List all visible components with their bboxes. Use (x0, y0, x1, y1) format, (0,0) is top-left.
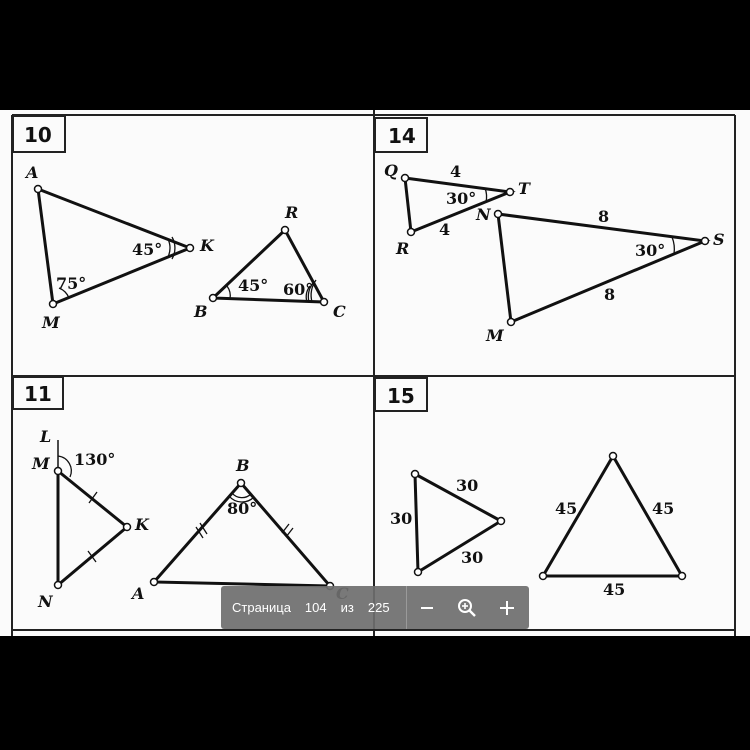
side-qt: 4 (450, 162, 462, 181)
label-l: L (40, 427, 52, 446)
label-a2: A (132, 584, 145, 603)
side-30-top: 30 (456, 476, 479, 495)
angle-c: 60° (283, 280, 314, 299)
side-45-left: 45 (555, 499, 578, 518)
side-45-bottom: 45 (603, 580, 626, 599)
angle-lm: 130° (74, 450, 116, 469)
svg-text:15: 15 (387, 384, 415, 408)
triangle-nsm (498, 214, 705, 322)
label-m3: M (32, 454, 50, 473)
zoom-reset-button[interactable] (447, 586, 487, 629)
label-b2: B (236, 456, 250, 475)
label-n: N (476, 205, 491, 224)
side-ms: 8 (604, 285, 616, 304)
angle-t: 30° (446, 189, 477, 208)
side-30-left: 30 (390, 509, 413, 528)
side-ns: 8 (598, 207, 610, 226)
svg-text:10: 10 (24, 123, 52, 147)
label-n2: N (38, 592, 53, 611)
label-s: S (713, 230, 725, 249)
label-r2: R (396, 239, 410, 258)
current-page-field[interactable]: 104 (304, 600, 327, 615)
side-rt: 4 (439, 220, 451, 239)
angle-b2: 80° (227, 499, 258, 518)
angle-s: 30° (635, 241, 666, 260)
label-k2: K (135, 515, 149, 534)
svg-text:14: 14 (388, 124, 416, 148)
of-label: из (340, 600, 354, 615)
side-45-right: 45 (652, 499, 675, 518)
label-t: T (518, 179, 530, 198)
textbook-page (0, 110, 750, 636)
problem-11-number (13, 377, 63, 409)
problem-15-number (375, 378, 427, 411)
angle-k: 45° (132, 240, 163, 259)
svg-text:11: 11 (24, 382, 52, 406)
angle-m: 75° (56, 274, 87, 293)
triangle-mkn (58, 471, 127, 585)
plus-icon (498, 599, 516, 617)
label-m: M (42, 313, 60, 332)
zoom-in-button[interactable] (487, 586, 527, 629)
side-30-bottom: 30 (461, 548, 484, 567)
label-a: A (26, 163, 39, 182)
total-pages: 225 (367, 600, 390, 615)
minus-icon (419, 600, 435, 616)
label-c: C (333, 302, 346, 321)
label-b: B (194, 302, 208, 321)
problem-14-number (375, 118, 427, 152)
pdf-viewer-toolbar (221, 586, 529, 629)
angle-b: 45° (238, 276, 269, 295)
label-q: Q (384, 161, 398, 180)
magnifier-icon (457, 598, 477, 618)
page-label: Страница (232, 600, 291, 615)
label-m2: M (486, 326, 504, 345)
zoom-out-button[interactable] (407, 586, 447, 629)
label-k: K (200, 236, 214, 255)
label-r: R (285, 203, 299, 222)
problem-10-number (13, 116, 65, 152)
